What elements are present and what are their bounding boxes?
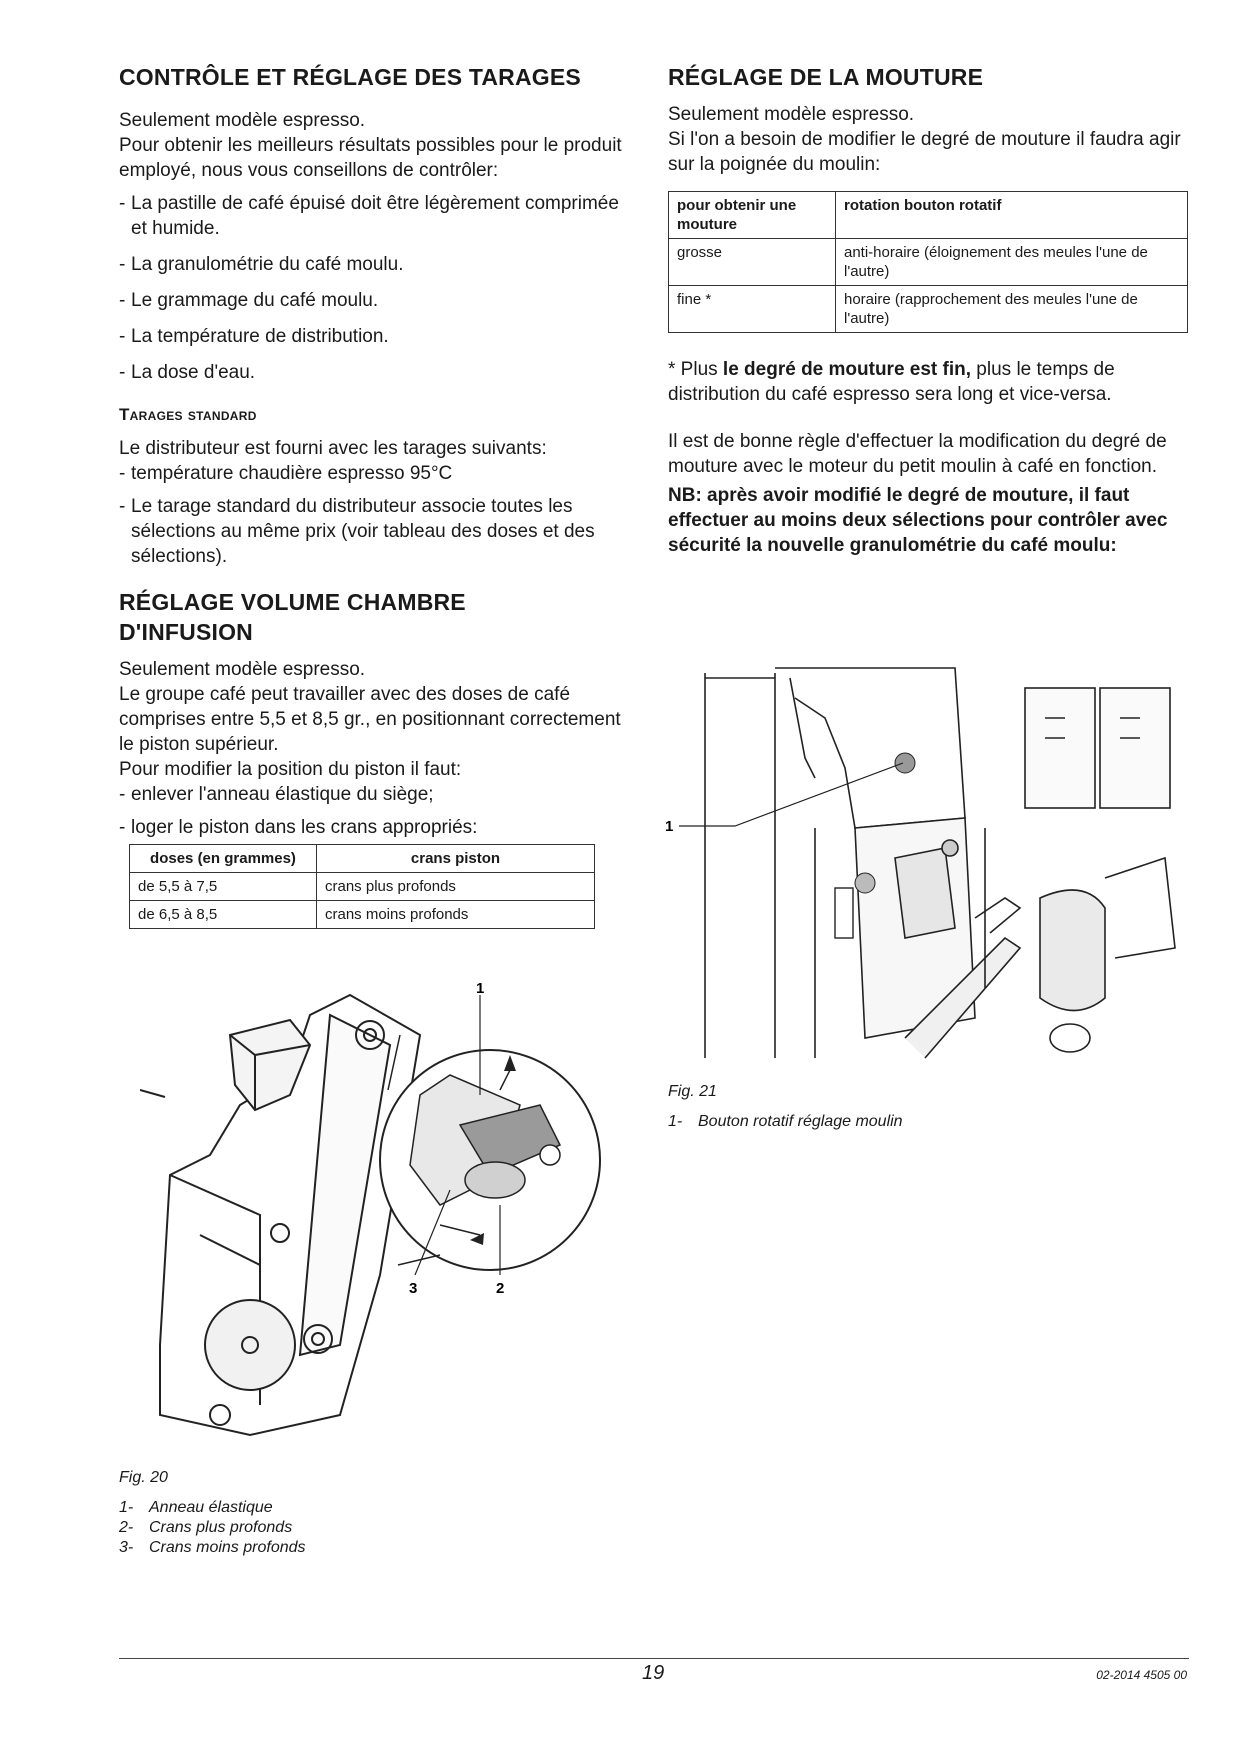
paragraph: Il est de bonne règle d'effectuer la modification du degré de mouture avec le moteur du petit moulin à café en fonction. [668, 431, 1167, 477]
table-cell: horaire (rapprochement des meules l'une de l'autre) [836, 286, 1188, 333]
list-item: - La granulométrie du café moulu. [119, 252, 639, 277]
document-code: 02-2014 4505 00 [1096, 1668, 1187, 1682]
list-item: - La pastille de café épuisé doit être légèrement comprimée et humide. [119, 191, 639, 241]
paragraph: Le groupe café peut travailler avec des doses de café comprises entre 5,5 et 8,5 gr., en positionnant correctement le piston supérieur. [119, 684, 621, 755]
section-title-mouture: RÉGLAGE DE LA MOUTURE [668, 64, 984, 90]
paragraph: Seulement modèle espresso. [668, 104, 915, 125]
left-column [119, 62, 639, 929]
footer-divider [119, 1658, 1189, 1659]
paragraph: Pour modifier la position du piston il faut: [119, 759, 462, 780]
list-item: - enlever l'anneau élastique du siège; [119, 782, 639, 807]
list-item: - Le tarage standard du distributeur associe toutes les sélections au même prix (voir tableau des doses et des sélections). [119, 494, 639, 569]
paragraph: Si l'on a besoin de modifier le degré de mouture il faudra agir sur la poignée du moulin: [668, 129, 1181, 175]
table-row [669, 239, 1188, 286]
standard-settings-list [119, 461, 639, 569]
table-header: crans piston [317, 845, 595, 873]
list-item: - température chaudière espresso 95°C [119, 461, 639, 486]
legend-text: Anneau élastique [149, 1499, 273, 1516]
fig20-callout-2: 2 [496, 1280, 505, 1297]
table-row [130, 873, 595, 901]
list-item: - loger le piston dans les crans appropriés: [119, 815, 639, 840]
right-column [668, 62, 1190, 558]
table-cell: fine * [669, 286, 836, 333]
table-cell: crans moins profonds [317, 901, 595, 929]
table-cell: anti-horaire (éloignement des meules l'une de l'autre) [836, 239, 1188, 286]
fig21-callout-1: 1 [665, 818, 674, 835]
fig20-callout-3: 3 [409, 1280, 418, 1297]
grind-note [668, 357, 1190, 407]
fig21-caption-block [668, 1082, 1168, 1132]
list-item: - Le grammage du café moulu. [119, 288, 639, 313]
fig20-caption-block [119, 1468, 519, 1558]
piston-table [129, 844, 595, 929]
list-item: - La dose d'eau. [119, 360, 639, 385]
paragraph: Seulement modèle espresso. [119, 110, 366, 131]
table-cell: de 5,5 à 7,5 [130, 873, 317, 901]
checklist [119, 191, 639, 385]
table-cell: de 6,5 à 8,5 [130, 901, 317, 929]
procedure-list [119, 782, 639, 840]
legend-text: Bouton rotatif réglage moulin [698, 1113, 903, 1130]
table-row [130, 901, 595, 929]
table-header: rotation bouton rotatif [836, 192, 1188, 239]
fig20-callout-1: 1 [476, 980, 485, 997]
table-row [669, 286, 1188, 333]
table-header: doses (en grammes) [130, 845, 317, 873]
legend-text: Crans moins profonds [149, 1539, 306, 1556]
note-bold: le degré de mouture est fin, [722, 359, 972, 380]
subsection-title-tarages-standard: Tarages standard [119, 405, 257, 424]
figure-caption: Fig. 20 [119, 1469, 168, 1486]
figure-legend [119, 1498, 519, 1558]
page-number: 19 [642, 1662, 665, 1684]
section-title-tarages: CONTRÔLE ET RÉGLAGE DES TARAGES [119, 64, 581, 90]
table-cell: grosse [669, 239, 836, 286]
nb-warning: NB: après avoir modifié le degré de mouture, il faut effectuer au moins deux sélections pour contrôler avec sécurité la nouvelle granulométrie du café moulu: [668, 485, 1168, 556]
note-text: * Plus [668, 359, 723, 380]
section-title-chambre-infusion [119, 587, 639, 647]
paragraph: Le distributeur est fourni avec les tarages suivants: [119, 438, 547, 459]
note-text: plus le temps de distribution du café espresso sera long et vice-versa. [668, 359, 1115, 405]
table-header-row [130, 845, 595, 873]
paragraph: Seulement modèle espresso. [119, 659, 366, 680]
grind-table [668, 191, 1188, 333]
list-item: - La température de distribution. [119, 324, 639, 349]
grinder-photo-illustration [665, 658, 1185, 1073]
figure-legend [668, 1112, 1168, 1132]
legend-number: 3- [119, 1539, 134, 1556]
title-line: RÉGLAGE VOLUME CHAMBRE [119, 589, 466, 615]
table-cell: crans plus profonds [317, 873, 595, 901]
legend-item [119, 1498, 519, 1518]
legend-number: 2- [119, 1519, 134, 1536]
legend-item [119, 1518, 519, 1538]
table-header: pour obtenir une mouture [669, 192, 836, 239]
legend-text: Crans plus profonds [149, 1519, 293, 1536]
figure-caption: Fig. 21 [668, 1083, 717, 1100]
paragraph: Pour obtenir les meilleurs résultats possibles pour le produit employé, nous vous conseillons de contrôler: [119, 135, 622, 181]
brewing-unit-illustration [140, 975, 620, 1450]
legend-item [119, 1538, 519, 1558]
title-line: D'INFUSION [119, 619, 253, 645]
legend-number: 1- [668, 1113, 683, 1130]
table-header-row [669, 192, 1188, 239]
legend-item [668, 1112, 1168, 1132]
legend-number: 1- [119, 1499, 134, 1516]
